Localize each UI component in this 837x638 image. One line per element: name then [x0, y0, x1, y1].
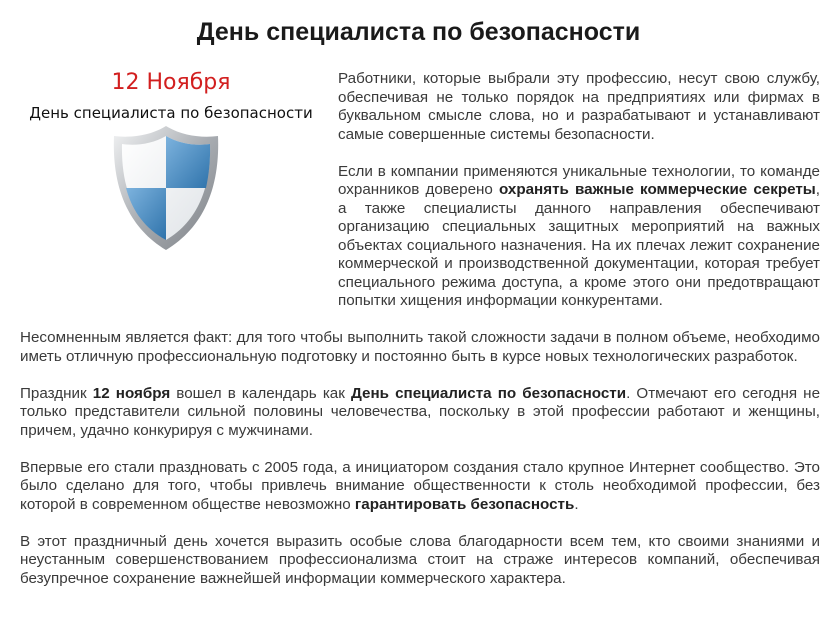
card-spacer [20, 70, 338, 296]
article-body [20, 70, 820, 607]
paragraph-4: Праздник 12 ноября вошел в календарь как День специалиста по безопасности. Отмечают его сегодня не только представители сильной половины человечества, поскольку в этой профессии работают и женщины, причем, удачно конкурируя с мужчинами. [20, 384, 821, 439]
paragraph-3: Несомненным является факт: для того чтобы выполнить такой сложности задачи в полном объеме, необходимо иметь отличную профессиональную подготовку и постоянно быть в курсе новых технологических разработок. [20, 329, 820, 365]
card-subtitle: День специалиста по безопасности [29, 104, 313, 122]
card-date: 12 Ноября [111, 70, 231, 95]
page-title: День специалиста по безопасности [196, 18, 641, 46]
paragraph-6: В этот праздничный день хочется выразить особые слова благодарности всем тем, кто своими знаниями и неустанным совершенствованием профессионализма стоит на страже интересов компаний, обеспечивая безупречное сохранение важнейшей информации коммерческого характера. [20, 532, 820, 587]
paragraph-1: Работники, которые выбрали эту профессию, несут свою службу, обеспечивая не только порядок на предприятиях или фирмах в буквальном смысле слова, но и разрабатывают и устанавливают самые совершенные системы безопасности. [338, 70, 820, 143]
paragraph-5: Впервые его стали праздновать с 2005 года, а инициатором создания стало крупное Интернет сообщество. Это было сделано для того, чтобы привлечь внимание общественности к столь необходимой профессии, без которой в современном обществе невозможно гарантировать безопасность. [20, 458, 820, 513]
paragraph-2: Если в компании применяются уникальные технологии, то команде охранников доверено охранять важные коммерческие секреты, а также специалисты данного направления обеспечивают организацию специальных защитных мероприятий на важных объектах социального назначения. На их плечах лежит сохранение коммерческой и производственной документации, которая требует специального режима доступа, а кроме этого они предотвращают попытки хищения информации конкурентами. [338, 162, 821, 309]
